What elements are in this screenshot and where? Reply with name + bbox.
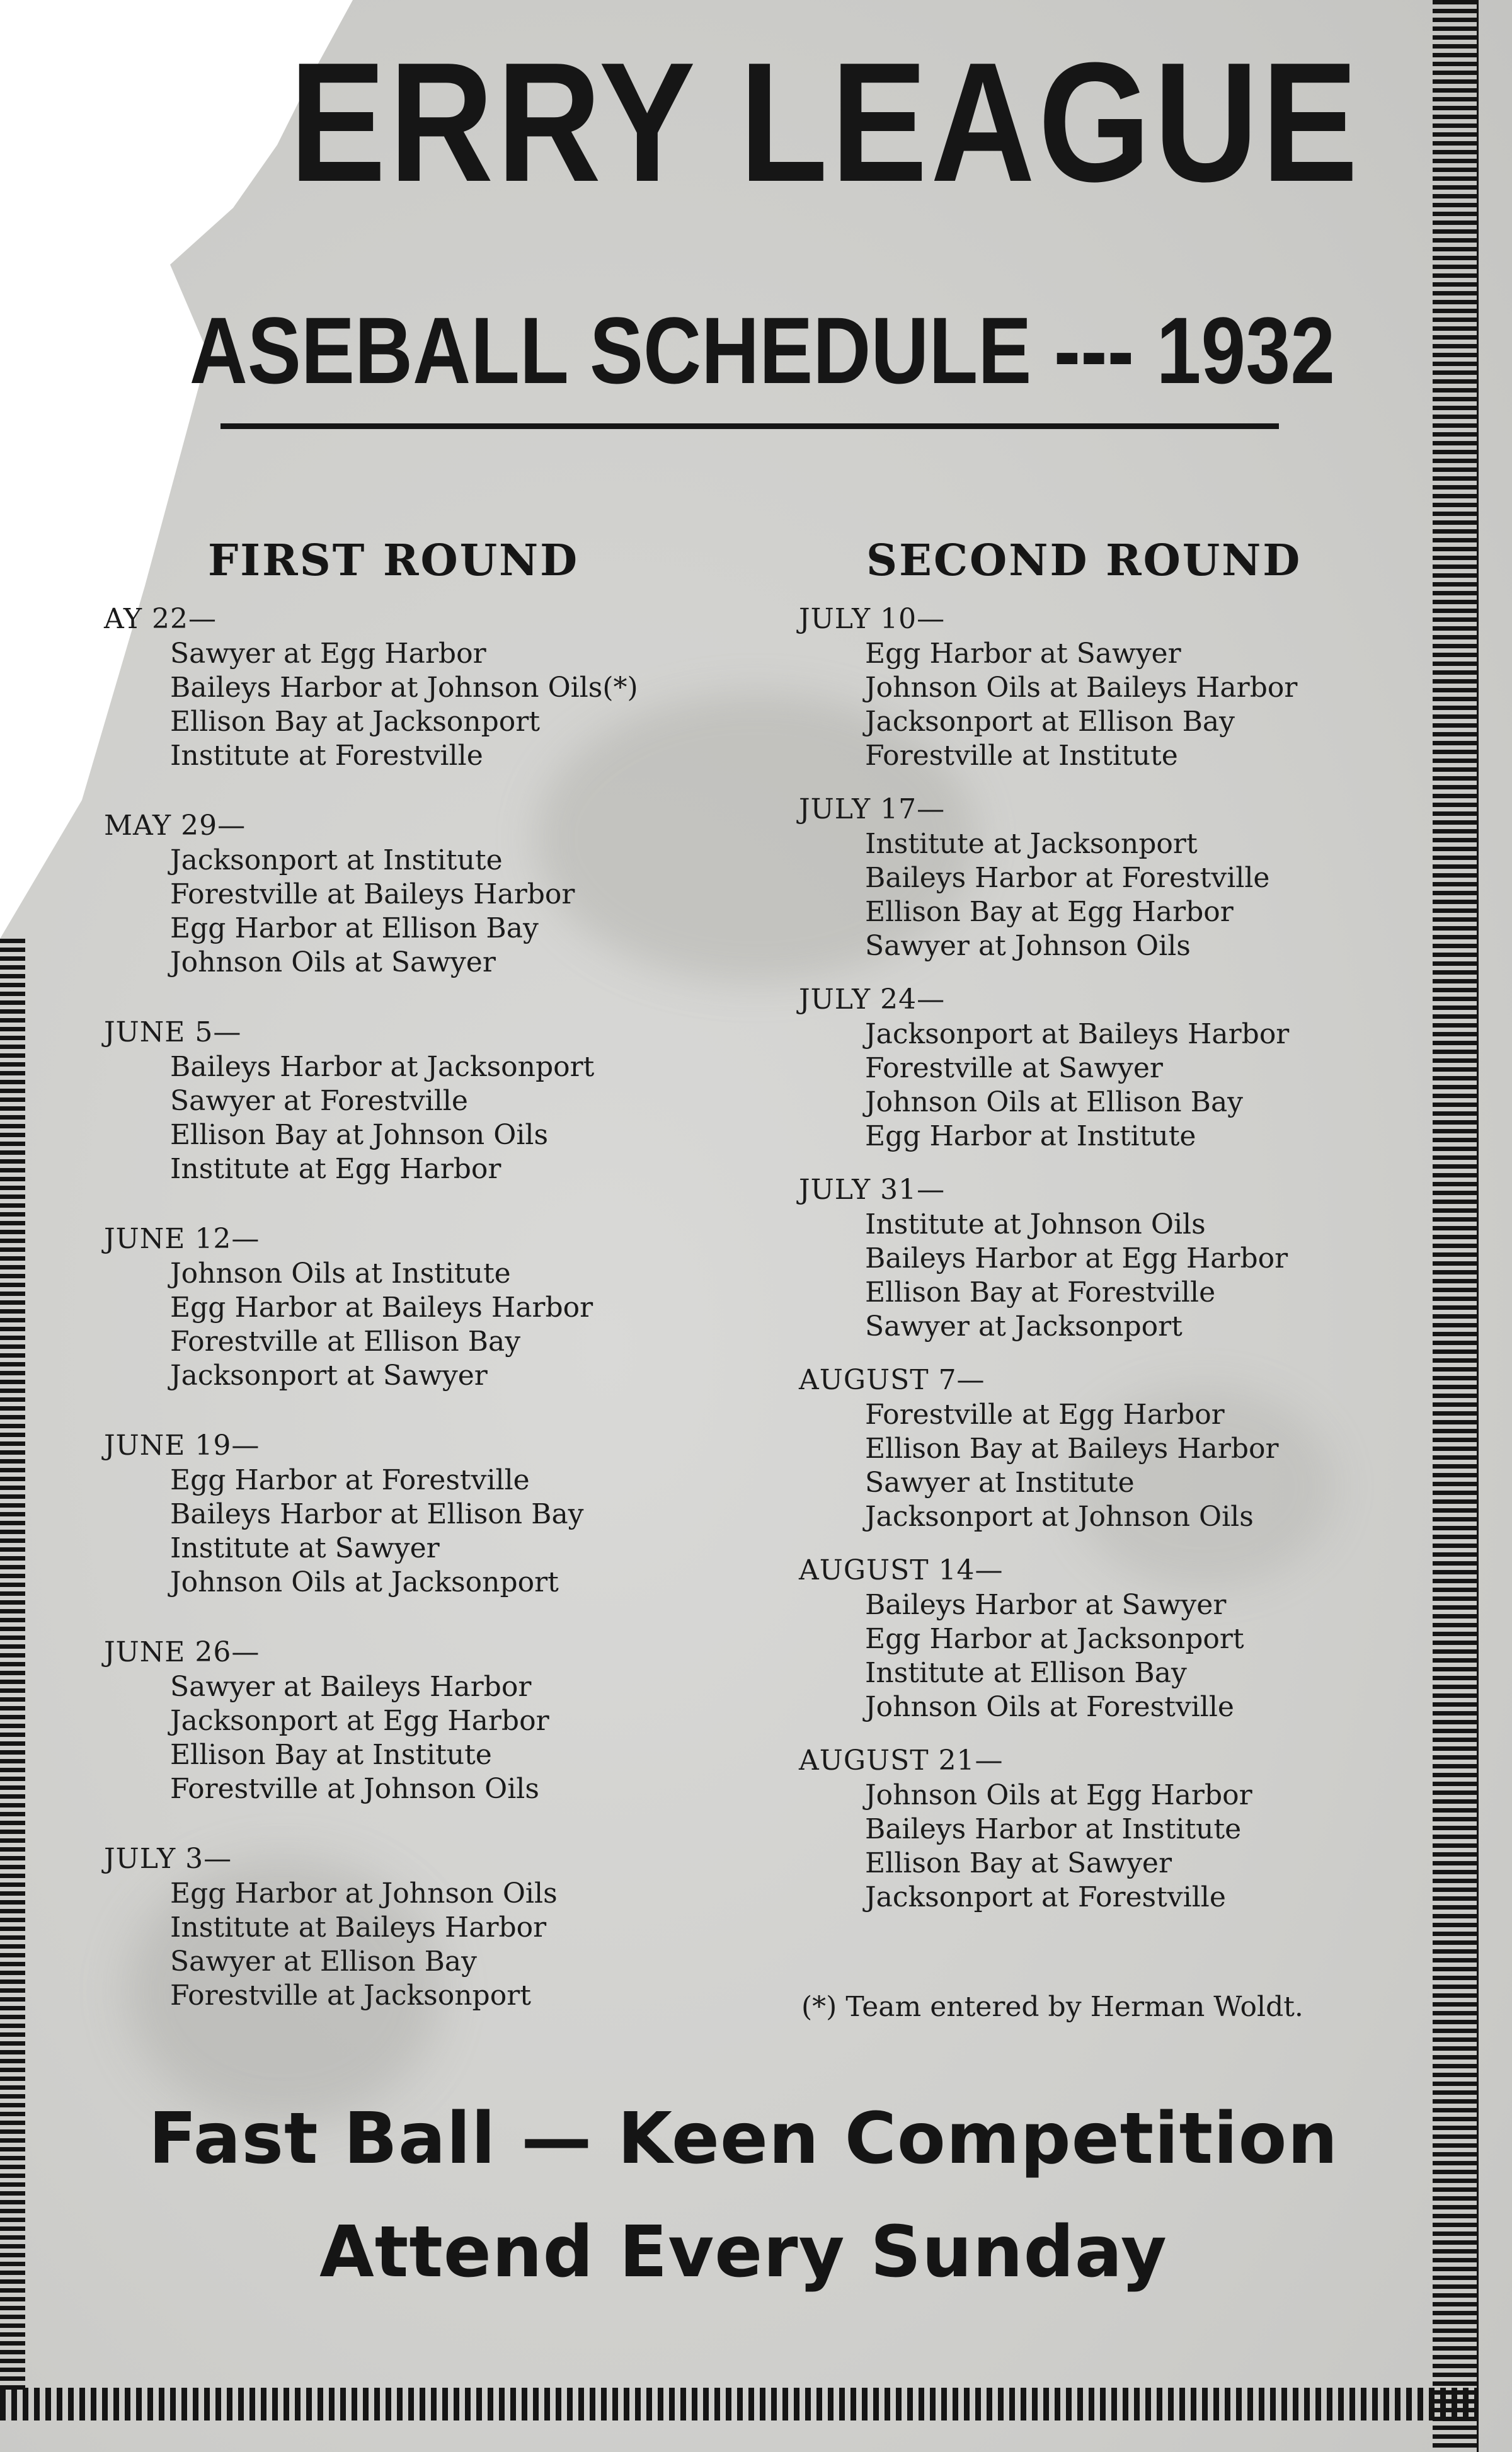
game-matchup: Egg Harbor at Forestville (170, 1464, 530, 1496)
game-matchup: Institute at Baileys Harbor (170, 1911, 547, 1944)
game-matchup: Johnson Oils at Baileys Harbor (865, 672, 1298, 704)
game-matchup: Egg Harbor at Ellison Bay (170, 912, 539, 944)
schedule-date: MAY 29— (104, 810, 246, 842)
game-matchup: Egg Harbor at Baileys Harbor (170, 1292, 593, 1324)
game-matchup: Institute at Sawyer (170, 1532, 440, 1564)
game-matchup: Sawyer at Ellison Bay (170, 1945, 478, 1978)
game-matchup: Institute at Egg Harbor (170, 1153, 501, 1185)
schedule-date-block (799, 602, 1297, 773)
game-matchup: Sawyer at Forestville (170, 1085, 468, 1117)
schedule-date: JUNE 5— (104, 1016, 242, 1048)
schedule-date: JULY 31— (799, 1174, 946, 1206)
game-matchup: Egg Harbor at Jacksonport (865, 1623, 1244, 1655)
schedule-date-block (799, 1172, 1297, 1344)
right-border-line (1477, 0, 1479, 2452)
schedule-subtitle: ASEBALL SCHEDULE --- 1932 (189, 297, 1336, 403)
game-matchup: Johnson Oils at Sawyer (170, 946, 496, 978)
game-matchup: Sawyer at Jacksonport (865, 1310, 1183, 1343)
game-matchup: Ellison Bay at Sawyer (865, 1847, 1172, 1879)
schedule-date: AY 22— (104, 603, 217, 635)
game-matchup: Forestville at Institute (865, 740, 1178, 772)
first-round-column (104, 602, 638, 2048)
title-underline (220, 423, 1279, 429)
footnote: (*) Team entered by Herman Woldt. (801, 1991, 1303, 2023)
schedule-date-block (104, 1428, 638, 1600)
game-matchup: Ellison Bay at Johnson Oils (170, 1119, 549, 1151)
game-matchup: Baileys Harbor at Institute (865, 1813, 1242, 1845)
game-matchup: Baileys Harbor at Jacksonport (170, 1051, 595, 1083)
game-matchup: Forestville at Johnson Oils (170, 1773, 539, 1805)
second-round-heading: SECOND ROUND (866, 536, 1302, 586)
game-matchup: Johnson Oils at Egg Harbor (865, 1779, 1252, 1811)
game-matchup: Jacksonport at Forestville (865, 1881, 1226, 1913)
game-matchup: Baileys Harbor at Egg Harbor (865, 1242, 1288, 1275)
schedule-date: JUNE 19— (104, 1429, 260, 1462)
game-matchup: Ellison Bay at Baileys Harbor (865, 1433, 1279, 1465)
schedule-date-block (799, 982, 1297, 1154)
game-matchup: Forestville at Baileys Harbor (170, 878, 575, 910)
first-round-heading: FIRST ROUND (208, 536, 580, 586)
game-matchup: Johnson Oils at Ellison Bay (865, 1086, 1244, 1118)
schedule-date: JULY 3— (104, 1843, 232, 1875)
schedule-date-block (104, 1635, 638, 1806)
game-matchup: Jacksonport at Baileys Harbor (865, 1018, 1290, 1050)
game-matchup: Sawyer at Baileys Harbor (170, 1671, 532, 1703)
schedule-date: JUNE 12— (104, 1223, 260, 1255)
game-matchup: Baileys Harbor at Johnson Oils(*) (170, 672, 638, 704)
schedule-date: JULY 10— (799, 603, 946, 635)
game-matchup: Johnson Oils at Forestville (865, 1691, 1234, 1723)
schedule-date: AUGUST 14— (799, 1554, 1004, 1586)
game-matchup: Forestville at Jacksonport (170, 1979, 531, 2012)
game-matchup: Jacksonport at Institute (170, 844, 503, 876)
game-matchup: Egg Harbor at Johnson Oils (170, 1877, 558, 1910)
game-matchup: Forestville at Egg Harbor (865, 1399, 1225, 1431)
schedule-date: JUNE 26— (104, 1636, 260, 1668)
right-border-hatching (1433, 0, 1477, 2452)
schedule-date-block (104, 1842, 638, 2013)
schedule-date-block (799, 792, 1297, 963)
left-border-hatching (0, 939, 25, 2394)
bottom-border-hatching (0, 2388, 1477, 2420)
schedule-date-block (799, 1553, 1297, 1724)
schedule-date: JULY 24— (799, 983, 946, 1016)
game-matchup: Baileys Harbor at Sawyer (865, 1589, 1227, 1621)
slogan-line-2: Attend Every Sunday (319, 2211, 1167, 2293)
game-matchup: Jacksonport at Johnson Oils (865, 1501, 1254, 1533)
game-matchup: Egg Harbor at Institute (865, 1120, 1196, 1152)
game-matchup: Johnson Oils at Institute (170, 1258, 511, 1290)
second-round-column (799, 602, 1297, 1934)
schedule-date-block (799, 1743, 1297, 1915)
game-matchup: Johnson Oils at Jacksonport (170, 1566, 559, 1598)
game-matchup: Forestville at Ellison Bay (170, 1326, 521, 1358)
game-matchup: Sawyer at Egg Harbor (170, 638, 486, 670)
game-matchup: Institute at Ellison Bay (865, 1657, 1187, 1689)
game-matchup: Jacksonport at Sawyer (170, 1360, 488, 1392)
game-matchup: Baileys Harbor at Forestville (865, 862, 1270, 894)
game-matchup: Institute at Forestville (170, 740, 483, 772)
game-matchup: Ellison Bay at Jacksonport (170, 706, 540, 738)
schedule-date-block (104, 602, 638, 773)
game-matchup: Ellison Bay at Egg Harbor (865, 896, 1234, 928)
game-matchup: Sawyer at Institute (865, 1467, 1135, 1499)
game-matchup: Ellison Bay at Forestville (865, 1276, 1216, 1309)
game-matchup: Ellison Bay at Institute (170, 1739, 492, 1771)
game-matchup: Jacksonport at Egg Harbor (170, 1705, 549, 1737)
schedule-date-block (104, 1222, 638, 1393)
schedule-date-block (104, 1015, 638, 1186)
game-matchup: Jacksonport at Ellison Bay (865, 706, 1235, 738)
game-matchup: Institute at Johnson Oils (865, 1208, 1206, 1240)
league-title: ERRY LEAGUE (289, 28, 1361, 217)
slogan-line-1: Fast Ball — Keen Competition (148, 2098, 1339, 2180)
game-matchup: Forestville at Sawyer (865, 1052, 1163, 1084)
schedule-date-block (104, 808, 638, 980)
schedule-date: JULY 17— (799, 793, 946, 825)
schedule-date: AUGUST 21— (799, 1744, 1004, 1777)
game-matchup: Sawyer at Johnson Oils (865, 930, 1191, 962)
game-matchup: Baileys Harbor at Ellison Bay (170, 1498, 584, 1530)
game-matchup: Egg Harbor at Sawyer (865, 638, 1181, 670)
schedule-date-block (799, 1363, 1297, 1534)
schedule-date: AUGUST 7— (799, 1364, 985, 1396)
game-matchup: Institute at Jacksonport (865, 828, 1198, 860)
